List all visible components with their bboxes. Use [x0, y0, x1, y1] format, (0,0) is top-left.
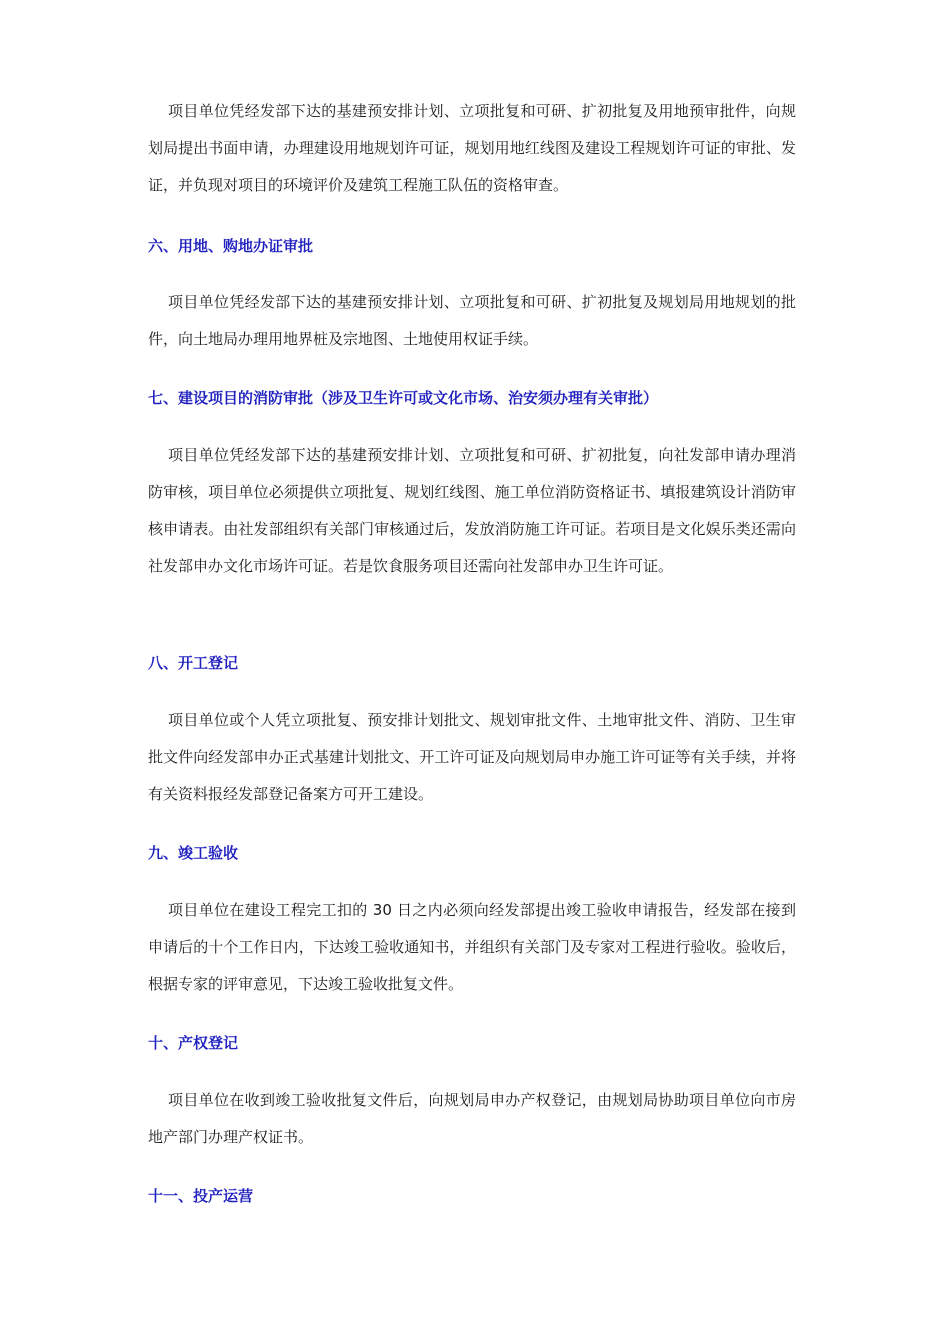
paragraph-construction-start: 项目单位或个人凭立项批复、预安排计划批文、规划审批文件、土地审批文件、消防、卫生审批文件向经发部申办正式基建计划批文、开工许可证及向规划局申办施工许可证等有关手续，并将有关资料报经发部登记备案方可开工建设。	[148, 711, 796, 803]
paragraph-property-registration: 项目单位在收到竣工验收批复文件后，向规划局申办产权登记，由规划局协助项目单位向市房地产部门办理产权证书。	[148, 1091, 796, 1146]
section-heading-land-permit: 六、用地、购地办证审批	[148, 237, 314, 255]
section-heading-construction-start: 八、开工登记	[148, 654, 239, 672]
paragraph-completion-acceptance: 项目单位在建设工程完工扣的 30 日之内必须向经发部提出竣工验收申请报告，经发部在接到申请后的十个工作日内，下达竣工验收通知书，并组织有关部门及专家对工程进行验收。验收后，根据专家的评审意见，下达竣工验收批复文件。	[148, 901, 796, 993]
paragraph-land-permit: 项目单位凭经发部下达的基建预安排计划、立项批复和可研、扩初批复及规划局用地规划的批件，向土地局办理用地界桩及宗地图、土地使用权证手续。	[148, 293, 796, 348]
section-heading-fire-approval: 七、建设项目的消防审批（涉及卫生许可或文化市场、治安须办理有关审批）	[148, 389, 659, 407]
section-heading-operation: 十一、投产运营	[148, 1187, 254, 1205]
paragraph-fire-approval: 项目单位凭经发部下达的基建预安排计划、立项批复和可研、扩初批复，向社发部申请办理消防审核，项目单位必须提供立项批复、规划红线图、施工单位消防资格证书、填报建筑设计消防审核申请表。由社发部组织有关部门审核通过后，发放消防施工许可证。若项目是文化娱乐类还需向社发部申办文化市场许可证。若是饮食服务项目还需向社发部申办卫生许可证。	[148, 446, 796, 575]
section-heading-completion-acceptance: 九、竣工验收	[148, 844, 239, 862]
paragraph-planning-permit: 项目单位凭经发部下达的基建预安排计划、立项批复和可研、扩初批复及用地预审批件，向规划局提出书面申请，办理建设用地规划许可证，规划用地红线图及建设工程规划许可证的审批、发证，并负现对项目的环境评价及建筑工程施工队伍的资格审查。	[148, 102, 796, 194]
section-heading-property-registration: 十、产权登记	[148, 1034, 239, 1052]
